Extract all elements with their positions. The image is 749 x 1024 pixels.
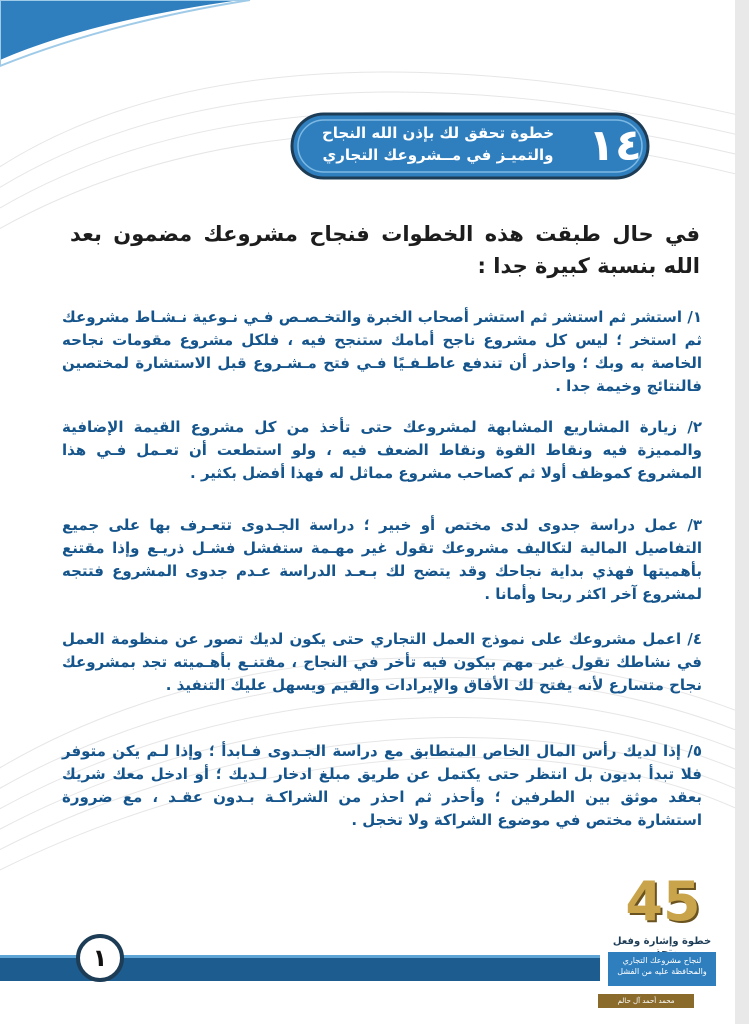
list-item: ٢/ زيارة المشاريع المشابهة لمشروعك حتى تأخذ من كل مشروع القيمة الإضافية والمميزة فيه ونقاط القوة ونقاط الضعف فيه ، ولو استطعت أن تعـمل فـي هذا المشروع كموظف أولا ثم كصاحب مشروع مماثل له فهذا أفضل بكثير . <box>62 418 702 482</box>
page-number: ١ <box>76 934 124 982</box>
list-item: ٤/ اعمل مشروعك على نموذج العمل التجاري حتى يكون لديك تصور عن منظومة العمل في نشاطك تقول غير مهم بيكون فيه تأخر في النجاح ، مقتنـع بأهـميته تجد بمشروعك نجاح متسارع لأنه يفتح لك الأفاق والإيرادات والقيم ويسهل عليك التنفيذ . <box>62 630 702 694</box>
step-count-number: ١٤ <box>588 119 642 171</box>
header-title-line-1: خطوة تحقق لك بإذن الله النجاح <box>321 124 555 142</box>
intro-heading: في حال طبقت هذه الخطوات فنجاح مشروعك مضمون بعد الله بنسبة كبيرة جدا : <box>70 222 700 278</box>
header-title <box>300 122 576 172</box>
logo-number: 45 <box>625 870 701 933</box>
logo-subtitle-box: لنجاح مشروعك التجاري والمحافظة عليه من الفشل <box>608 952 716 986</box>
top-blue-band <box>0 0 735 70</box>
header-title-line-2: والتميـز في مــشروعك التجاري <box>322 146 554 164</box>
page-edge-strip <box>735 0 749 1024</box>
book-logo <box>598 872 726 1012</box>
logo-author: محمد أحمد آل حالم <box>598 994 694 1008</box>
logo-title: خطوة وإشارة وفعل <box>612 936 712 947</box>
list-item: ١/ استشر ثم استشر ثم استشر أصحاب الخبرة والتخـصـص فـي نـوعية نـشـاط مشروعك ثم استخر ؛ ليس كل مشروع ناجح أمامك ستنجح فيه ، فلكل مشروع مقومات نجاحه الخاصة به وبك ؛ واحذر أن تندفع عاطـفـيًا فـي فتح مـشـروع قبل الاستشارة لمختصين فالنتائج وخيمة جدا . <box>62 308 702 395</box>
list-item: ٣/ عمل دراسة جدوى لدى مختص أو خبير ؛ دراسة الجـدوى تتعـرف بها على جميع التفاصيل المالية لتكاليف مشروعك تقول غير مهـمة ستفشل فشـل ذريـع وإذا مقتنع بأهميتها فهذي بداية نجاحك وقد يتضح لك بـعـد الدراسة عـدم جدوى المشروع فتتجه لمشروع آخر اكثر ربحا وأمانا . <box>62 516 702 603</box>
list-item: ٥/ إذا لديك رأس المال الخاص المتطابق مع دراسة الجـدوى فـابدأ ؛ وإذا لـم يكن متوفر فلا تبدأ بديون بل انتظر حتى يكتمل عن طريق مبلغ ادخار لـديك ؛ أو ادخل معك شريك بعقد موثق بين الطرفين ؛ وأحذر ثم احذر من الشراكـة بـدون عقـد ، مع ضرورة استشارة مختص في موضوع الشراكة ولا تخجل . <box>62 742 702 829</box>
